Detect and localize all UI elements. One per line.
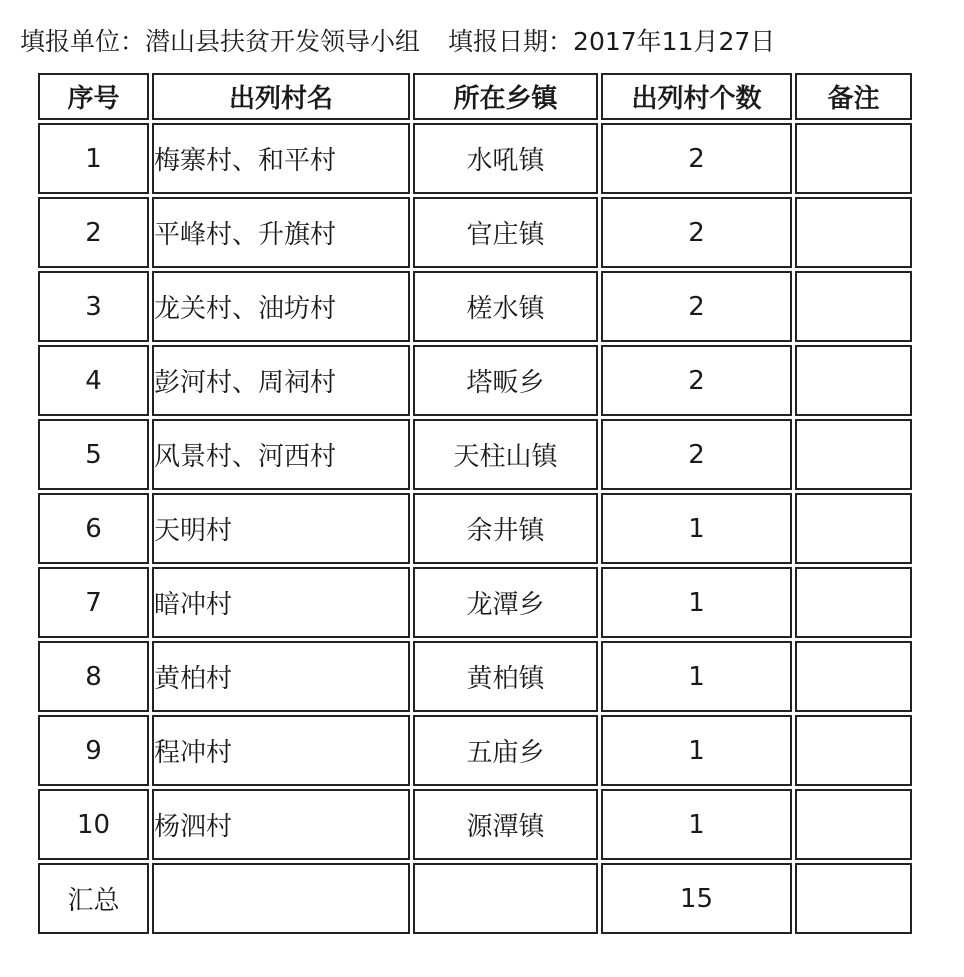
cell-town: 五庙乡 <box>413 715 598 786</box>
table-row <box>38 419 912 490</box>
cell-no: 6 <box>38 493 149 564</box>
cell-no: 8 <box>38 641 149 712</box>
village-exit-table <box>35 70 915 937</box>
cell-town: 塔畈乡 <box>413 345 598 416</box>
unit-label: 填报单位： <box>20 27 146 56</box>
cell-total-label: 汇总 <box>38 863 149 934</box>
column-header-count: 出列村个数 <box>601 73 792 120</box>
cell-note <box>795 197 912 268</box>
cell-total-villages <box>152 863 410 934</box>
cell-count: 1 <box>601 567 792 638</box>
cell-note <box>795 345 912 416</box>
table-row <box>38 345 912 416</box>
cell-no: 7 <box>38 567 149 638</box>
date-value: 2017年11月27日 <box>573 27 776 56</box>
cell-town: 黄柏镇 <box>413 641 598 712</box>
table-row <box>38 715 912 786</box>
cell-villages: 平峰村、升旗村 <box>152 197 410 268</box>
column-header-note: 备注 <box>795 73 912 120</box>
cell-no: 4 <box>38 345 149 416</box>
cell-villages: 暗冲村 <box>152 567 410 638</box>
cell-villages: 程冲村 <box>152 715 410 786</box>
cell-total-count: 15 <box>601 863 792 934</box>
cell-town: 源潭镇 <box>413 789 598 860</box>
cell-count: 1 <box>601 715 792 786</box>
cell-villages: 天明村 <box>152 493 410 564</box>
cell-town: 余井镇 <box>413 493 598 564</box>
cell-town: 龙潭乡 <box>413 567 598 638</box>
cell-note <box>795 419 912 490</box>
cell-note <box>795 567 912 638</box>
cell-no: 1 <box>38 123 149 194</box>
cell-town: 天柱山镇 <box>413 419 598 490</box>
table-row <box>38 567 912 638</box>
cell-villages: 风景村、河西村 <box>152 419 410 490</box>
table-row <box>38 197 912 268</box>
cell-note <box>795 493 912 564</box>
cell-villages: 黄柏村 <box>152 641 410 712</box>
cell-total-town <box>413 863 598 934</box>
cell-note <box>795 641 912 712</box>
cell-total-note <box>795 863 912 934</box>
table-body <box>38 123 912 934</box>
cell-count: 2 <box>601 197 792 268</box>
table-header-row <box>38 73 912 120</box>
cell-villages: 梅寨村、和平村 <box>152 123 410 194</box>
cell-count: 2 <box>601 419 792 490</box>
table-row <box>38 789 912 860</box>
cell-town: 槎水镇 <box>413 271 598 342</box>
cell-note <box>795 715 912 786</box>
cell-town: 官庄镇 <box>413 197 598 268</box>
cell-villages: 杨泗村 <box>152 789 410 860</box>
column-header-no: 序号 <box>38 73 149 120</box>
cell-note <box>795 789 912 860</box>
cell-count: 2 <box>601 123 792 194</box>
cell-count: 2 <box>601 271 792 342</box>
table-row <box>38 641 912 712</box>
report-header <box>20 24 775 60</box>
cell-note <box>795 271 912 342</box>
cell-no: 9 <box>38 715 149 786</box>
cell-town: 水吼镇 <box>413 123 598 194</box>
table-row <box>38 271 912 342</box>
cell-count: 1 <box>601 641 792 712</box>
cell-count: 1 <box>601 493 792 564</box>
cell-villages: 彭河村、周祠村 <box>152 345 410 416</box>
cell-no: 3 <box>38 271 149 342</box>
total-row <box>38 863 912 934</box>
cell-no: 5 <box>38 419 149 490</box>
column-header-town: 所在乡镇 <box>413 73 598 120</box>
cell-note <box>795 123 912 194</box>
cell-count: 1 <box>601 789 792 860</box>
date-label: 填报日期： <box>448 27 574 56</box>
table-row <box>38 123 912 194</box>
cell-no: 10 <box>38 789 149 860</box>
table-row <box>38 493 912 564</box>
unit-value: 潜山县扶贫开发领导小组 <box>145 27 421 56</box>
column-header-villages: 出列村名 <box>152 73 410 120</box>
cell-no: 2 <box>38 197 149 268</box>
cell-count: 2 <box>601 345 792 416</box>
cell-villages: 龙关村、油坊村 <box>152 271 410 342</box>
